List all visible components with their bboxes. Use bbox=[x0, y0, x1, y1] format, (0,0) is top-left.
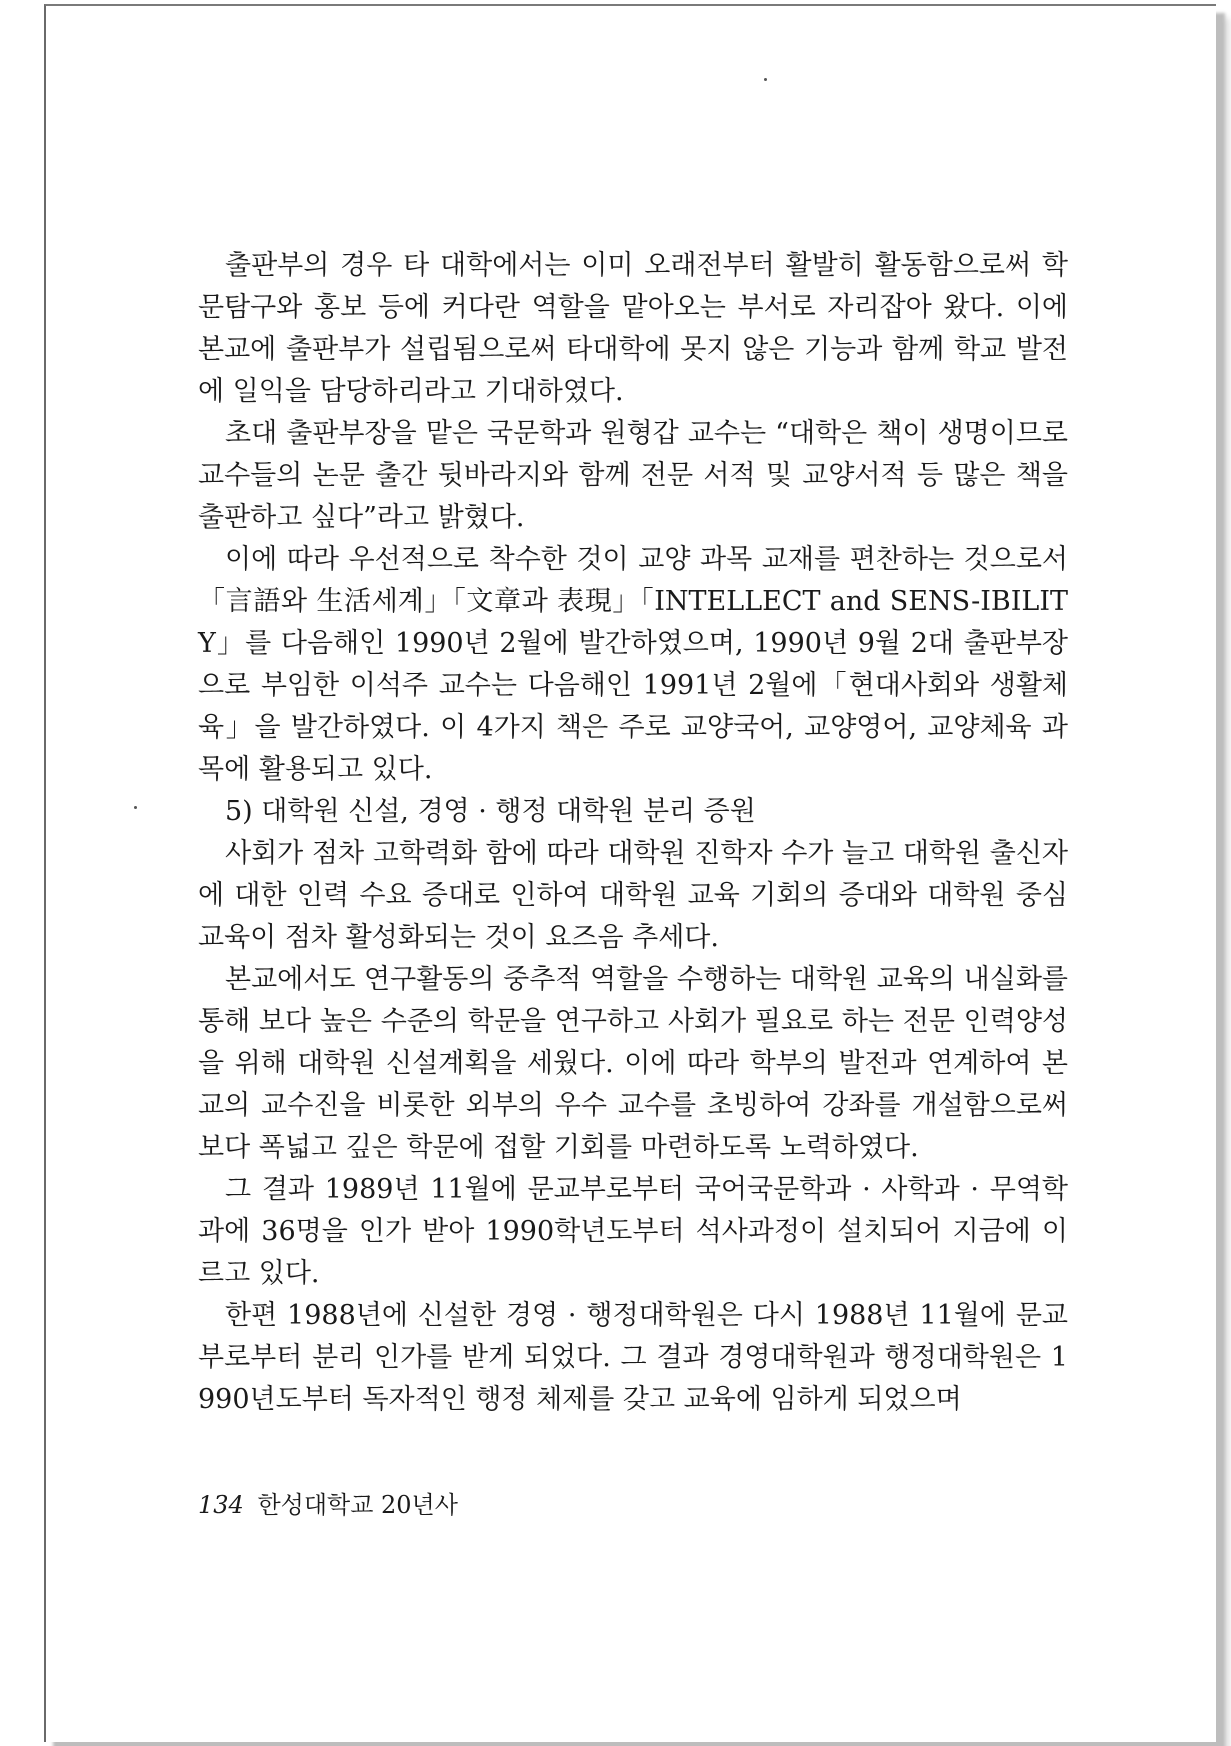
paragraph-textbooks: 이에 따라 우선적으로 착수한 것이 교양 과목 교재를 편찬하는 것으로서「言語와 生活세계」「文章과 表現」「INTELLECT and SENS-IBILITY」를 다음해인 1990년 2월에 발간하였으며, 1990년 9월 2대 출판부장으로 부임한 이석주 교수는 다음해인 1991년 2월에「현대사회와 생활체육」을 발간하였다. 이 4가지 책은 주로 교양국어, 교양영어, 교양체육 과목에 활용되고 있다. bbox=[198, 544, 1068, 785]
page-footer bbox=[198, 1485, 458, 1520]
paragraph-approval-1989: 그 결과 1989년 11월에 문교부로부터 국어국문학과 · 사학과 · 무역학과에 36명을 인가 받아 1990학년도부터 석사과정이 설치되어 지금에 이르고 있다. bbox=[198, 1174, 1068, 1289]
paragraph-first-director: 초대 출판부장을 맡은 국문학과 원형갑 교수는 “대학은 책이 생명이므로 교수들의 논문 출간 뒷바라지와 함께 전문 서적 및 교양서적 등 많은 책을 출판하고 싶다”라고 밝혔다. bbox=[198, 418, 1068, 533]
paragraph-publishing-intro: 출판부의 경우 타 대학에서는 이미 오래전부터 활발히 활동함으로써 학문탐구와 홍보 등에 커다란 역할을 맡아오는 부서로 자리잡아 왔다. 이에 본교에 출판부가 설립됨으로써 타대학에 못지 않은 기능과 함께 학교 발전에 일익을 담당하리라고 기대하였다. bbox=[198, 250, 1068, 407]
book-title: 한성대학교 20년사 bbox=[257, 1491, 458, 1519]
paragraph-graduate-plan: 본교에서도 연구활동의 중추적 역할을 수행하는 대학원 교육의 내실화를 통해 보다 높은 수준의 학문을 연구하고 사회가 필요로 하는 전문 인력양성을 위해 대학원 신설계획을 세웠다. 이에 따라 학부의 발전과 연계하여 본교의 교수진을 비롯한 외부의 우수 교수를 초빙하여 강좌를 개설함으로써 보다 폭넓고 깊은 학문에 접할 기회를 마련하도록 노력하였다. bbox=[198, 964, 1068, 1163]
body-text bbox=[198, 245, 1068, 1421]
paragraph-graduate-trend: 사회가 점차 고학력화 함에 따라 대학원 진학자 수가 늘고 대학원 출신자에 대한 인력 수요 증대로 인하여 대학원 교육 기회의 증대와 대학원 중심교육이 점차 활성화되는 것이 요즈음 추세다. bbox=[198, 838, 1068, 953]
section-heading: 5) 대학원 신설, 경영 · 행정 대학원 분리 증원 bbox=[225, 796, 756, 827]
scan-speck bbox=[134, 806, 137, 809]
page-number: 134 bbox=[198, 1491, 244, 1519]
scan-speck bbox=[764, 78, 767, 81]
paragraph-separation-1988: 한편 1988년에 신설한 경영 · 행정대학원은 다시 1988년 11월에 문교부로부터 분리 인가를 받게 되었다. 그 결과 경영대학원과 행정대학원은 1990년도부터 독자적인 행정 체제를 갖고 교육에 임하게 되었으며 bbox=[198, 1300, 1068, 1415]
